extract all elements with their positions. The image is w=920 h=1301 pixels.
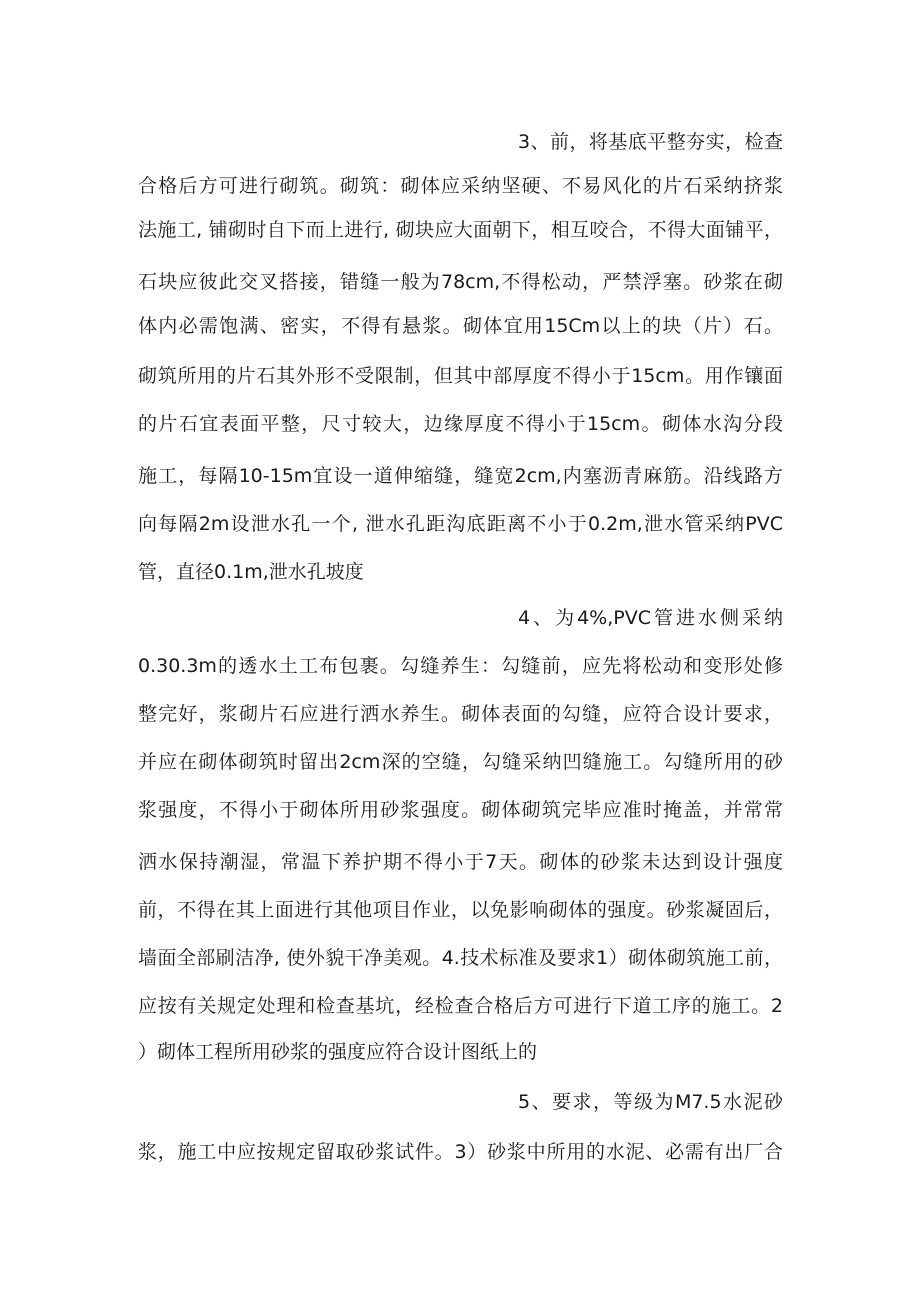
text-line: 整完好，浆砌片石应进行洒水养生。砌体表面的勾缝，应符合设计要求， xyxy=(138,703,783,725)
text-line: 体内必需饱满、密实，不得有悬浆。砌体宜用15Cm以上的块（片）石。 xyxy=(138,315,783,337)
paragraph-3-heading-line: 3、前，将基底平整夯实，检查 xyxy=(518,131,783,153)
text-line: 法施工, 铺砌时自下而上进行, 砌块应大面朝下，相互咬合，不得大面铺平， xyxy=(138,219,783,241)
text-line: 向每隔2m设泄水孔一个, 泄水孔距沟底距离不小于0.2m,泄水管采纳PVC xyxy=(138,513,783,535)
text-line: 墙面全部刷洁净, 使外貌干净美观。4.技术标准及要求1）砌体砌筑施工前， xyxy=(138,947,783,969)
paragraph-5-heading-line: 5、要求，等级为M7.5水泥砂 xyxy=(518,1091,783,1113)
text-line: 合格后方可进行砌筑。砌筑：砌体应采纳坚硬、不易风化的片石采纳挤浆 xyxy=(138,175,783,197)
paragraph-4-heading-line: 4、为4%,PVC管进水侧采纳 xyxy=(518,607,783,629)
text-line: 浆，施工中应按规定留取砂浆试件。3）砂浆中所用的水泥、必需有出厂合 xyxy=(138,1141,783,1163)
text-line: ）砌体工程所用砂浆的强度应符合设计图纸上的 xyxy=(138,1041,538,1063)
text-line: 管，直径0.1m,泄水孔坡度 xyxy=(138,561,364,583)
text-line: 0.30.3m的透水土工布包裹。勾缝养生：勾缝前，应先将松动和变形处修 xyxy=(138,655,783,677)
text-line: 浆强度，不得小于砌体所用砂浆强度。砌体砌筑完毕应准时掩盖，并常常 xyxy=(138,799,783,821)
text-line: 的片石宜表面平整，尺寸较大，边缘厚度不得小于15cm。砌体水沟分段 xyxy=(138,413,783,435)
text-line: 施工，每隔10-15m宜设一道伸缩缝，缝宽2cm,内塞沥青麻筋。沿线路方 xyxy=(138,465,783,487)
text-line: 应按有关规定处理和检查基坑，经检查合格后方可进行下道工序的施工。2 xyxy=(138,995,783,1017)
text-line: 石块应彼此交叉搭接，错缝一般为78cm,不得松动，严禁浮塞。砂浆在砌 xyxy=(138,271,783,293)
text-line: 砌筑所用的片石其外形不受限制，但其中部厚度不得小于15cm。用作镶面 xyxy=(138,365,783,387)
text-line: 前，不得在其上面进行其他项目作业，以免影响砌体的强度。砂浆凝固后， xyxy=(138,899,783,921)
text-line: 洒水保持潮湿，常温下养护期不得小于7天。砌体的砂浆未达到设计强度 xyxy=(138,851,783,873)
text-line: 并应在砌体砌筑时留出2cm深的空缝，勾缝采纳凹缝施工。勾缝所用的砂 xyxy=(138,751,783,773)
